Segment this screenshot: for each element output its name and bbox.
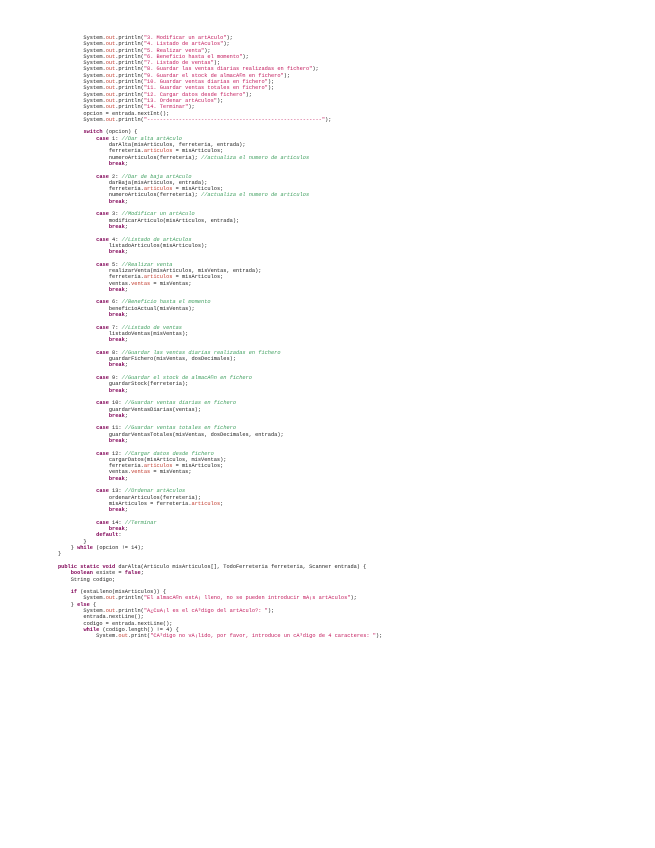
code-token: System. bbox=[58, 595, 106, 602]
code-token bbox=[58, 287, 109, 293]
code-token bbox=[58, 224, 109, 230]
code-token: ; bbox=[124, 223, 128, 230]
code-token: "10. Guardar ventas diarias en fichero" bbox=[143, 79, 268, 86]
code-token: ); bbox=[213, 60, 221, 67]
code-token bbox=[58, 520, 96, 526]
code-token bbox=[58, 249, 109, 255]
code-token: out bbox=[105, 47, 116, 54]
code-token bbox=[58, 237, 96, 243]
code-token: guardarVentasDiarias(ventas); bbox=[58, 406, 202, 413]
code-token: ; bbox=[124, 160, 128, 167]
code-token: //Listado de ventas bbox=[121, 324, 182, 331]
code-token: "4. Listado de artÃculos" bbox=[143, 41, 224, 48]
code-token: darAlta(misArticulos, ferreteria, entrada); bbox=[58, 142, 246, 149]
code-token: 13: bbox=[108, 488, 125, 495]
code-token: case bbox=[96, 400, 109, 407]
code-token: 12: bbox=[108, 450, 125, 457]
code-token: out bbox=[105, 72, 116, 79]
code-token: //Realizar venta bbox=[121, 261, 173, 268]
code-token: ; bbox=[124, 286, 128, 293]
code-token: //Modificar un artÃculo bbox=[121, 211, 195, 218]
code-token: "El almacÃ©n estÃ¡ lleno, no se pueden introducir mÃ¡s artÃculos" bbox=[143, 595, 351, 602]
code-token: //actualiza el numero de articulos bbox=[201, 192, 310, 199]
code-token: "5. Realizar venta" bbox=[143, 47, 205, 54]
code-token: misArticulos = ferreteria. bbox=[58, 500, 192, 507]
code-token: "12. Cargar datos desde fichero" bbox=[143, 91, 246, 98]
code-token: break bbox=[108, 198, 125, 205]
code-token bbox=[58, 627, 83, 633]
code-token: case bbox=[96, 211, 109, 218]
code-token: System. bbox=[58, 53, 106, 60]
code-token: out bbox=[105, 66, 116, 73]
code-token: public static void bbox=[58, 563, 116, 570]
code-token: } bbox=[58, 601, 78, 608]
code-token: break bbox=[108, 286, 125, 293]
code-token bbox=[58, 532, 96, 538]
code-token: out bbox=[105, 116, 116, 123]
code-token: listadoVentas(misVentas); bbox=[58, 330, 189, 337]
code-token: listadoArticulos(misArticulos); bbox=[58, 242, 208, 249]
code-token: ); bbox=[283, 72, 291, 79]
code-token bbox=[58, 451, 96, 457]
code-token: break bbox=[108, 337, 125, 344]
code-token: out bbox=[105, 35, 116, 41]
code-token: beneficioActual(misVentas); bbox=[58, 305, 195, 312]
code-token bbox=[58, 325, 96, 331]
code-token: "6. Beneficio hasta el momento" bbox=[143, 53, 243, 60]
code-token: ventas. bbox=[58, 280, 132, 287]
code-token bbox=[58, 413, 109, 419]
code-token: //Guardar las ventas diarias realizadas en fichero bbox=[121, 349, 281, 356]
code-token: ; bbox=[124, 412, 128, 419]
code-token: ; bbox=[124, 507, 128, 514]
code-token: 1: bbox=[108, 135, 122, 142]
code-token: ); bbox=[325, 116, 332, 123]
code-token: "7. Listado de ventas" bbox=[143, 60, 214, 67]
code-token: System. bbox=[58, 116, 106, 123]
code-token: .println( bbox=[115, 47, 144, 54]
code-token: ); bbox=[245, 91, 252, 98]
code-token: //Listado de artÃculos bbox=[121, 236, 192, 243]
code-token: default bbox=[96, 532, 119, 539]
code-token: .println( bbox=[115, 97, 144, 104]
code-token bbox=[58, 136, 96, 142]
code-token bbox=[58, 425, 96, 431]
code-token: System. bbox=[58, 47, 106, 54]
code-token: ); bbox=[267, 79, 275, 86]
code-token bbox=[58, 589, 71, 595]
code-token: ferreteria. bbox=[58, 186, 144, 193]
code-token: ); bbox=[267, 608, 275, 615]
code-token: else bbox=[77, 601, 90, 608]
code-token: out bbox=[105, 41, 116, 48]
code-token: 10: bbox=[108, 400, 125, 407]
code-token: System. bbox=[58, 85, 106, 92]
code-token: 9: bbox=[108, 375, 122, 382]
code-token: out bbox=[105, 595, 116, 602]
code-token bbox=[58, 526, 109, 532]
code-token: 8: bbox=[108, 349, 122, 356]
code-token: ; bbox=[124, 362, 128, 369]
code-token: ); bbox=[223, 41, 230, 48]
code-token: out bbox=[105, 60, 116, 67]
code-token: = misArticulos; bbox=[172, 274, 224, 281]
code-token: case bbox=[96, 349, 109, 356]
code-token: System. bbox=[58, 72, 106, 79]
code-token: ; bbox=[124, 475, 128, 482]
code-token: .println( bbox=[115, 595, 144, 602]
code-token bbox=[58, 262, 96, 268]
code-token: .print( bbox=[127, 633, 151, 640]
code-token: 14: bbox=[108, 519, 125, 526]
code-token: while bbox=[83, 626, 100, 633]
code-token: .println( bbox=[115, 116, 144, 123]
code-token: articulos bbox=[143, 148, 173, 155]
code-token: switch bbox=[83, 129, 103, 136]
code-token: System. bbox=[58, 608, 106, 615]
code-token: ventas. bbox=[58, 469, 132, 476]
code-token: case bbox=[96, 450, 109, 457]
code-token: break bbox=[108, 223, 125, 230]
code-token bbox=[58, 438, 109, 444]
code-token: break bbox=[108, 249, 125, 256]
code-token: //Beneficio hasta el momento bbox=[121, 299, 211, 306]
code-token: System. bbox=[58, 97, 106, 104]
code-token: case bbox=[96, 519, 109, 526]
code-token: entrada.nextLine(); bbox=[58, 614, 144, 621]
code-token: "3. Modificar un artÃculo" bbox=[143, 35, 227, 41]
code-token: ); bbox=[188, 104, 195, 111]
code-token: "14. Terminar" bbox=[143, 104, 189, 111]
code-token: out bbox=[105, 91, 116, 98]
code-token: System. bbox=[58, 91, 106, 98]
code-token: ); bbox=[350, 595, 357, 602]
code-token: break bbox=[108, 387, 125, 394]
code-token bbox=[58, 375, 96, 381]
code-token: .println( bbox=[115, 35, 144, 41]
code-token: } bbox=[58, 538, 87, 545]
code-token: numeroArticulos(ferreteria); bbox=[58, 192, 202, 199]
code-token: ); bbox=[204, 47, 211, 54]
code-token: } bbox=[58, 551, 62, 558]
code-token bbox=[58, 299, 96, 305]
code-token: opcion = entrada.nextInt(); bbox=[58, 110, 170, 117]
code-token: System. bbox=[58, 41, 106, 48]
code-token: "13. Ordenar artÃculos" bbox=[143, 97, 217, 104]
code-token bbox=[58, 174, 96, 180]
code-token: 2: bbox=[108, 173, 122, 180]
code-token: break bbox=[108, 312, 125, 319]
code-token: = misArticulos; bbox=[172, 463, 224, 470]
code-token: cargarDatos(misArticulos, misVentas); bbox=[58, 456, 227, 463]
code-token: case bbox=[96, 261, 109, 268]
code-token: = misVentas; bbox=[150, 280, 192, 287]
code-token: false bbox=[124, 570, 141, 577]
code-token: case bbox=[96, 425, 109, 432]
code-token: 4: bbox=[108, 236, 122, 243]
code-token bbox=[58, 211, 96, 217]
code-token: ); bbox=[312, 66, 319, 73]
code-token: "CÃ³digo no vÃ¡lido, por favor, introduce un cÃ³digo de 4 caracteres: " bbox=[150, 633, 376, 640]
code-token: case bbox=[96, 488, 109, 495]
code-token: out bbox=[105, 608, 116, 615]
code-token: .println( bbox=[115, 91, 144, 98]
code-token: System. bbox=[58, 66, 106, 73]
code-token: articulos bbox=[143, 463, 173, 470]
code-token: } bbox=[58, 545, 78, 552]
code-token: break bbox=[108, 526, 125, 533]
code-token: //Cargar datos desde fichero bbox=[124, 450, 214, 457]
code-token: ); bbox=[226, 35, 233, 41]
code-token: "11. Guardar ventas totales en fichero" bbox=[143, 85, 268, 92]
code-token: ferreteria. bbox=[58, 463, 144, 470]
code-token: ); bbox=[216, 97, 224, 104]
code-token: System. bbox=[58, 104, 106, 111]
code-token: ; bbox=[124, 312, 128, 319]
code-token: { bbox=[89, 601, 97, 608]
code-token: articulos bbox=[143, 186, 173, 193]
code-token: break bbox=[108, 412, 125, 419]
code-token bbox=[58, 161, 109, 167]
code-token: guardarVentasTotales(misVentas, dosDecimales, entrada); bbox=[58, 431, 284, 438]
code-token: if bbox=[70, 589, 78, 596]
code-token: ); bbox=[267, 85, 275, 92]
code-token: //Guardar el stock de almacÃ©n en fichero bbox=[121, 375, 252, 382]
code-token: //actualiza el numero de articulos bbox=[201, 154, 310, 161]
code-token: (opcion != 14); bbox=[92, 545, 144, 552]
code-token: break bbox=[108, 475, 125, 482]
code-token: numeroArticulos(ferreteria); bbox=[58, 154, 202, 161]
code-token: ; bbox=[124, 438, 128, 444]
code-token: break bbox=[108, 438, 125, 444]
code-token bbox=[58, 362, 109, 368]
code-token: boolean bbox=[70, 570, 93, 577]
code-token: ; bbox=[220, 500, 224, 507]
code-token: System. bbox=[58, 633, 119, 640]
code-token bbox=[58, 488, 96, 494]
code-token: articulos bbox=[143, 274, 173, 281]
code-token: String codigo; bbox=[58, 576, 116, 583]
code-token: //Ordenar artÃculos bbox=[124, 488, 186, 495]
code-token: 3: bbox=[108, 211, 122, 218]
code-token: = misVentas; bbox=[150, 469, 192, 476]
code-token: out bbox=[105, 104, 116, 111]
code-token bbox=[58, 388, 109, 394]
code-token: break bbox=[108, 160, 125, 167]
code-token: ferreteria. bbox=[58, 274, 144, 281]
code-token: break bbox=[108, 507, 125, 514]
code-token: //Guardar ventas diarias en fichero bbox=[124, 400, 237, 407]
code-token: "9. Guardar el stock de almacÃ©n en fichero" bbox=[143, 72, 284, 79]
code-token bbox=[58, 476, 109, 482]
code-token: ; bbox=[124, 526, 128, 533]
code-token: .println( bbox=[115, 66, 144, 73]
code-token: "-------------------------------------------------------" bbox=[143, 116, 326, 123]
code-token: 11: bbox=[108, 425, 125, 432]
code-token: case bbox=[96, 375, 109, 382]
code-token: .println( bbox=[115, 60, 144, 67]
code-token: .println( bbox=[115, 72, 144, 79]
code-token: .println( bbox=[115, 85, 144, 92]
code-token: modificarArticulo(misArticulos, entrada); bbox=[58, 217, 240, 224]
code-token bbox=[58, 337, 109, 343]
code-token bbox=[58, 199, 109, 205]
code-token: out bbox=[105, 85, 116, 92]
code-token: codigo = entrada.nextLine(); bbox=[58, 620, 173, 627]
code-token: ; bbox=[124, 387, 128, 394]
code-token: .println( bbox=[115, 104, 144, 111]
code-token: "Â¿CuÃ¡l es el cÃ³digo del artÃculo?: " bbox=[143, 608, 268, 615]
code-token: case bbox=[96, 324, 109, 331]
code-token: 7: bbox=[108, 324, 122, 331]
code-token: 5: bbox=[108, 261, 122, 268]
code-token bbox=[58, 350, 96, 356]
code-token: realizarVenta(misArticulos, misVentas, entrada); bbox=[58, 267, 262, 274]
code-token: out bbox=[105, 79, 116, 86]
code-token: articulos bbox=[191, 500, 221, 507]
code-token: .println( bbox=[115, 79, 144, 86]
code-token: (opcion) { bbox=[102, 129, 138, 136]
code-token bbox=[58, 570, 71, 576]
code-token: System. bbox=[58, 35, 106, 41]
code-token: guardarStock(ferreteria); bbox=[58, 381, 189, 388]
code-token: //Terminar bbox=[124, 519, 157, 526]
code-token: out bbox=[105, 53, 116, 60]
code-token: darAlta(Articulo misArticulos[], TodoFerreteria ferreteria, Scanner entrada) { bbox=[115, 563, 367, 570]
code-line bbox=[58, 633, 648, 639]
code-token: case bbox=[96, 236, 109, 243]
code-token: while bbox=[77, 545, 93, 552]
code-token: case bbox=[96, 135, 109, 142]
code-token: System. bbox=[58, 60, 106, 67]
code-token: (estaLleno(misArticulos)) { bbox=[77, 589, 167, 596]
code-token: ; bbox=[140, 570, 144, 577]
code-token: ventas bbox=[131, 469, 151, 476]
code-token: ); bbox=[242, 53, 249, 60]
code-token: guardarFichero(misVentas, dosDecimales); bbox=[58, 356, 237, 363]
code-token: "8. Guardar las ventas diarias realizadas en fichero" bbox=[143, 66, 313, 73]
code-token bbox=[58, 312, 109, 318]
code-token: ; bbox=[124, 198, 128, 205]
code-token: ; bbox=[124, 337, 128, 344]
code-token: //Guardar ventas totales en fichero bbox=[124, 425, 237, 432]
code-token: break bbox=[108, 362, 125, 369]
code-token: case bbox=[96, 173, 109, 180]
code-token: System. bbox=[58, 79, 106, 86]
code-token: //Dar de baja artÃculo bbox=[121, 173, 192, 180]
code-token: out bbox=[118, 633, 128, 640]
code-token bbox=[58, 400, 96, 406]
code-token: out bbox=[105, 97, 116, 104]
code-token bbox=[58, 129, 83, 135]
code-token: = misArticulos; bbox=[172, 148, 224, 155]
code-token: ; bbox=[124, 249, 128, 256]
code-token: ferreteria. bbox=[58, 148, 144, 155]
code-token: ventas bbox=[131, 280, 151, 287]
code-token: .println( bbox=[115, 53, 144, 60]
code-token: = misArticulos; bbox=[172, 186, 224, 193]
code-token: existe = bbox=[92, 570, 125, 577]
code-token: (codigo.length() != 4) { bbox=[99, 626, 179, 633]
code-token: //Dar alta artÃculo bbox=[121, 135, 182, 142]
code-token: darBaja(misArticulos, entrada); bbox=[58, 179, 208, 186]
code-token: .println( bbox=[115, 608, 144, 615]
code-token: : bbox=[118, 532, 122, 539]
code-token: case bbox=[96, 299, 109, 306]
code-token bbox=[58, 507, 109, 513]
code-token: 6: bbox=[108, 299, 122, 306]
code-token: ); bbox=[375, 633, 383, 640]
code-token: ordenarArticulos(ferreteria); bbox=[58, 494, 202, 501]
code-listing bbox=[58, 35, 648, 640]
code-token: .println( bbox=[115, 41, 144, 48]
